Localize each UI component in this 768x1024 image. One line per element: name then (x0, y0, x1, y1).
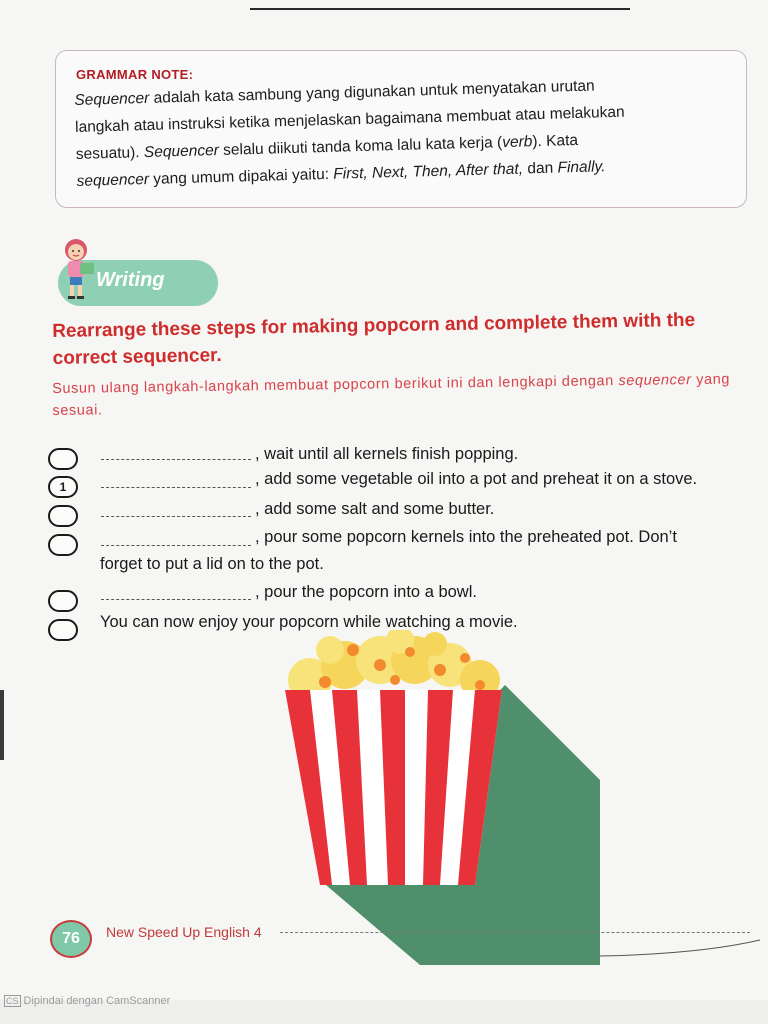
grammar-note-text: Sequencer adalah kata sambung yang digunakan untuk menyatakan urutan langkah atau instruksi ketika menjelaskan bagaimana membuat atau melakukan sesuatu). Sequencer selalu diikuti tanda koma lalu kata kerja (verb). Kata sequencer yang umum dipakai yaitu: First, Next, Then, After that, dan Finally. (74, 77, 625, 190)
step-order-circle[interactable] (48, 505, 78, 527)
step-text: You can now enjoy your popcorn while watching a movie. (100, 613, 518, 631)
step-order-circle[interactable]: 1 (48, 476, 78, 498)
scan-edge-line (250, 8, 630, 10)
section-label: Writing (96, 269, 165, 291)
step-text: , wait until all kernels finish popping. (255, 445, 519, 463)
page-number: 76 (62, 930, 80, 947)
scan-edge-mark (0, 690, 4, 760)
sequencer-blank[interactable] (101, 516, 251, 517)
step-order-circle[interactable] (48, 448, 78, 470)
scanner-badge: CS (6, 996, 19, 1006)
step-order-circle[interactable] (48, 590, 78, 612)
step-order-circle[interactable] (48, 619, 78, 641)
note-term: Sequencer (74, 89, 150, 109)
step-text: , add some vegetable oil into a pot and preheat it on a stove. (255, 470, 698, 488)
popcorn-bucket-icon (270, 630, 610, 970)
instruction-english: Rearrange these steps for making popcorn and complete them with the correct sequencer. (52, 309, 696, 369)
footer-curve-decoration (600, 938, 765, 958)
sequencer-blank[interactable] (101, 487, 251, 488)
sequencer-blank[interactable] (101, 459, 251, 460)
grammar-note-title: GRAMMAR NOTE: (76, 67, 194, 82)
sequencer-blank[interactable] (101, 545, 251, 546)
step-row (0, 528, 768, 582)
sequencer-blank[interactable] (101, 599, 251, 600)
book-title: New Speed Up English 4 (106, 924, 262, 940)
footer-divider (280, 932, 750, 933)
step-text: , pour the popcorn into a bowl. (255, 583, 477, 601)
girl-reading-icon (58, 236, 98, 306)
step-text-continuation: forget to put a lid on to the pot. (100, 555, 324, 573)
instruction-indonesian: Susun ulang langkah-langkah membuat popcorn berikut ini dan lengkapi dengan sequencer yang sesuai. (52, 371, 731, 419)
step-text: , pour some popcorn kernels into the preheated pot. Don’t (255, 528, 677, 546)
page-number-badge (50, 920, 92, 958)
scanner-watermark: CS Dipindai dengan CamScanner (6, 995, 171, 1007)
grammar-note-box (55, 50, 747, 208)
step-order-circle[interactable] (48, 534, 78, 556)
step-text: , add some salt and some butter. (255, 500, 495, 518)
